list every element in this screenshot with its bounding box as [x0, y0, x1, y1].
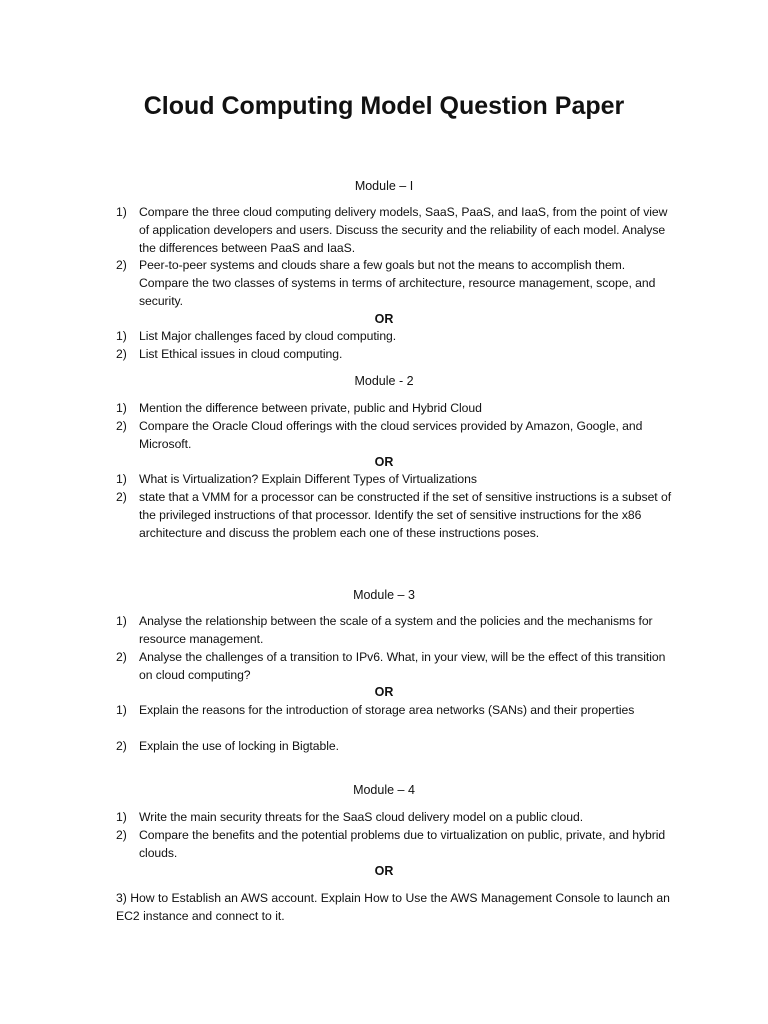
question-item: [116, 471, 676, 489]
question-item: [116, 649, 676, 685]
question-text: Mention the difference between private, public and Hybrid Cloud: [139, 401, 482, 415]
module-heading-2: Module - 2: [354, 374, 414, 388]
question-item: [116, 418, 676, 454]
question-number: 1): [116, 703, 127, 717]
or-separator: OR: [374, 864, 394, 878]
question-item: [116, 489, 676, 542]
question-item: [116, 204, 676, 257]
module-heading-1: Module – I: [354, 179, 414, 193]
or-separator: OR: [374, 685, 394, 699]
question-text: Analyse the relationship between the scale of a system and the policies and the mechanisms for resource management.: [139, 614, 653, 646]
question-number: 2): [116, 650, 127, 664]
or-separator: OR: [374, 455, 394, 469]
question-item: [116, 613, 676, 649]
question-text: Compare the three cloud computing delivery models, SaaS, PaaS, and IaaS, from the point of view of application developers and users. Discuss the security and the reliability of each model. Analyse the differences between PaaS and IaaS.: [139, 205, 668, 255]
question-item: [116, 328, 676, 346]
question-number: 2): [116, 258, 127, 272]
question-item: [116, 346, 676, 364]
question-text: Explain the reasons for the introduction of storage area networks (SANs) and their properties: [139, 703, 635, 717]
question-paragraph: 3) How to Establish an AWS account. Explain How to Use the AWS Management Console to launch an EC2 instance and connect to it.: [116, 891, 670, 923]
question-text: List Ethical issues in cloud computing.: [139, 347, 343, 361]
question-text: state that a VMM for a processor can be constructed if the set of sensitive instructions is a subset of the privileged instructions of that processor. Identify the set of sensitive instructions for the x86 architecture and discuss the problem each one of these instructions poses.: [139, 490, 672, 540]
question-number: 2): [116, 490, 127, 504]
question-item: [116, 400, 676, 418]
question-text: What is Virtualization? Explain Different Types of Virtualizations: [139, 472, 477, 486]
question-number: 1): [116, 329, 127, 343]
question-number: 1): [116, 401, 127, 415]
question-text: List Major challenges faced by cloud computing.: [139, 329, 397, 343]
question-number: 1): [116, 614, 127, 628]
question-text: Compare the Oracle Cloud offerings with the cloud services provided by Amazon, Google, and Microsoft.: [139, 419, 643, 451]
question-number: 2): [116, 347, 127, 361]
question-number: 1): [116, 472, 127, 486]
page-title: Cloud Computing Model Question Paper: [143, 92, 625, 120]
question-item: [116, 738, 676, 756]
question-text: Explain the use of locking in Bigtable.: [139, 739, 339, 753]
question-number: 1): [116, 810, 127, 824]
or-separator: OR: [374, 312, 394, 326]
question-number: 1): [116, 205, 127, 219]
question-item: [116, 702, 676, 720]
question-item: [116, 827, 676, 863]
module-heading-4: Module – 4: [353, 783, 415, 797]
question-item: [116, 257, 676, 310]
question-text: Analyse the challenges of a transition to IPv6. What, in your view, will be the effect of this transition on cloud computing?: [139, 650, 666, 682]
question-text: Peer-to-peer systems and clouds share a few goals but not the means to accomplish them. Compare the two classes of systems in terms of architecture, resource management, scope, and security.: [139, 258, 656, 308]
question-text: Compare the benefits and the potential problems due to virtualization on public, private, and hybrid clouds.: [139, 828, 666, 860]
question-item: [116, 809, 676, 827]
question-number: 2): [116, 419, 127, 433]
question-number: 2): [116, 828, 127, 842]
question-text: Write the main security threats for the SaaS cloud delivery model on a public cloud.: [139, 810, 584, 824]
module-heading-3: Module – 3: [353, 588, 415, 602]
question-number: 2): [116, 739, 127, 753]
